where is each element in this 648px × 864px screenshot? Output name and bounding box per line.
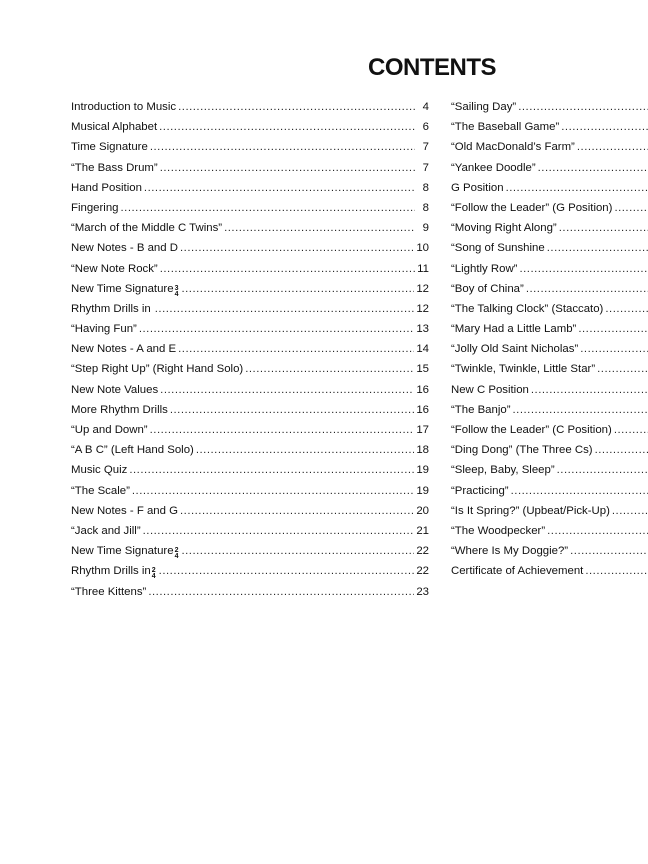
dot-leader xyxy=(160,380,414,400)
contents-entry xyxy=(71,561,429,581)
entry-title xyxy=(451,420,612,440)
contents-entry xyxy=(71,359,429,379)
entry-page-number: 12 xyxy=(416,282,429,295)
entry-page-number: 19 xyxy=(416,484,429,497)
contents-entry xyxy=(451,198,648,218)
dot-leader xyxy=(143,521,415,541)
entry-title-text: “Having Fun” xyxy=(71,323,137,336)
entry-title-text: “Three Kittens” xyxy=(71,585,147,598)
entry-title-text: “Jolly Old Saint Nicholas” xyxy=(451,343,579,356)
contents-entry xyxy=(71,460,429,480)
entry-title-text: Hand Position xyxy=(71,181,142,194)
dot-leader xyxy=(160,158,415,178)
entry-title xyxy=(451,541,568,561)
entry-title-text: “Song of Sunshine xyxy=(451,242,545,255)
contents-left-column xyxy=(71,97,429,602)
entry-title xyxy=(71,339,176,359)
entry-title xyxy=(451,137,575,157)
contents-entry xyxy=(71,158,429,178)
entry-title xyxy=(71,137,148,157)
dot-leader xyxy=(178,97,415,117)
contents-entry xyxy=(71,582,429,602)
entry-title-text: “Jack and Jill” xyxy=(71,524,141,537)
entry-title xyxy=(451,460,555,480)
entry-title-text: “New Note Rock” xyxy=(71,262,158,275)
entry-page-number: 6 xyxy=(422,121,429,134)
entry-title-text: “Mary Had a Little Lamb” xyxy=(451,323,577,336)
dot-leader xyxy=(129,460,414,480)
entry-title-text: “Follow the Leader” (G Position) xyxy=(451,201,613,214)
contents-right-column xyxy=(451,97,648,582)
entry-title xyxy=(451,178,504,198)
contents-entry xyxy=(71,97,429,117)
entry-title-text: “Sailing Day” xyxy=(451,101,517,113)
dot-leader xyxy=(132,481,414,501)
entry-title xyxy=(71,218,222,238)
entry-title xyxy=(451,380,529,400)
contents-entry xyxy=(71,117,429,137)
contents-entry xyxy=(71,400,429,420)
entry-title xyxy=(451,440,593,460)
contents-entry xyxy=(71,218,429,238)
entry-title-text: Music Quiz xyxy=(71,464,128,477)
contents-entry xyxy=(71,137,429,157)
dot-leader xyxy=(557,460,648,480)
entry-title xyxy=(451,521,545,541)
entry-title xyxy=(71,501,178,521)
entry-title-text: Musical Alphabet xyxy=(71,121,158,134)
entry-title xyxy=(71,582,146,602)
entry-page-number: 22 xyxy=(416,565,429,578)
entry-page-number: 23 xyxy=(416,585,429,598)
entry-page-number: 20 xyxy=(416,504,429,517)
dot-leader xyxy=(511,481,648,501)
entry-title-text: Rhythm Drills in xyxy=(71,565,151,578)
entry-title-text: “Where Is My Doggie?” xyxy=(451,545,569,558)
entry-title-text: “A B C” (Left Hand Solo) xyxy=(71,444,194,457)
entry-page-number: 7 xyxy=(422,141,429,154)
entry-title xyxy=(71,198,119,218)
contents-entry xyxy=(451,440,648,460)
contents-entry xyxy=(451,319,648,339)
time-signature-top: 3 xyxy=(174,284,179,292)
dot-leader xyxy=(160,259,415,279)
entry-title xyxy=(451,117,559,137)
entry-title-text: New Time Signature xyxy=(71,545,174,558)
contents-entry xyxy=(451,97,648,117)
dot-leader xyxy=(605,299,648,319)
dot-leader xyxy=(614,420,648,440)
dot-leader xyxy=(547,521,648,541)
entry-title-text: New Time Signature xyxy=(71,282,174,295)
entry-title xyxy=(451,339,578,359)
entry-title xyxy=(71,97,176,117)
entry-title xyxy=(451,299,603,319)
contents-entry xyxy=(451,460,648,480)
entry-title-text: “Twinkle, Twinkle, Little Star” xyxy=(451,363,596,376)
entry-title-text: “The Banjo” xyxy=(451,403,511,416)
entry-title xyxy=(451,319,576,339)
contents-entry xyxy=(451,561,648,581)
entry-title xyxy=(71,178,142,198)
entry-title xyxy=(71,380,158,400)
entry-page-number: 8 xyxy=(422,181,429,194)
entry-title-text: Time Signature xyxy=(71,141,148,154)
entry-title xyxy=(71,521,141,541)
entry-title xyxy=(71,359,243,379)
entry-page-number: 12 xyxy=(416,302,429,315)
entry-page-number: 17 xyxy=(416,424,429,436)
dot-leader xyxy=(570,541,648,561)
entry-title xyxy=(451,279,524,299)
time-signature-bottom: 4 xyxy=(174,290,179,298)
dot-leader xyxy=(585,561,648,581)
dot-leader xyxy=(150,137,415,157)
entry-title xyxy=(71,279,179,299)
entry-page-number: 9 xyxy=(422,222,429,235)
dot-leader xyxy=(144,178,415,198)
contents-entry xyxy=(451,218,648,238)
dot-leader xyxy=(518,97,648,117)
entry-title xyxy=(451,259,517,279)
dot-leader xyxy=(180,238,414,258)
entry-title-text: “Boy of China” xyxy=(451,282,524,295)
dot-leader xyxy=(597,359,648,379)
dot-leader xyxy=(577,137,648,157)
contents-entry xyxy=(451,259,648,279)
entry-title-text: “Old MacDonald’s Farm” xyxy=(451,141,575,154)
entry-title-text: Introduction to Music xyxy=(71,101,177,113)
entry-title-text: New Notes - A and E xyxy=(71,343,177,356)
entry-title xyxy=(451,481,509,501)
dot-leader xyxy=(538,158,648,178)
entry-title xyxy=(71,541,179,561)
entry-page-number: 15 xyxy=(416,363,429,376)
contents-entry xyxy=(451,481,648,501)
entry-page-number: 16 xyxy=(416,403,429,416)
contents-entry xyxy=(71,521,429,541)
entry-title-text: Rhythm Drills in xyxy=(71,302,151,315)
entry-page-number: 14 xyxy=(416,343,429,356)
entry-title-text: New Note Values xyxy=(71,383,159,396)
contents-entry xyxy=(451,420,648,440)
entry-title xyxy=(71,481,130,501)
contents-entry xyxy=(451,238,648,258)
entry-page-number: 18 xyxy=(416,444,429,457)
entry-page-number: 4 xyxy=(422,101,429,113)
entry-title-text: “Moving Right Along” xyxy=(451,222,557,235)
entry-title-text: “Ding Dong” (The Three Cs) xyxy=(451,444,593,457)
entry-title xyxy=(71,319,137,339)
contents-entry xyxy=(71,198,429,218)
entry-title-text: “Yankee Doodle” xyxy=(451,161,536,174)
dot-leader xyxy=(121,198,416,218)
contents-entry xyxy=(451,541,648,561)
entry-title-text: “Sleep, Baby, Sleep” xyxy=(451,464,555,477)
dot-leader xyxy=(180,501,414,521)
entry-title-text: “The Woodpecker” xyxy=(451,524,546,537)
time-signature-bottom: 4 xyxy=(151,573,156,581)
entry-title xyxy=(71,238,178,258)
dot-leader xyxy=(178,339,414,359)
dot-leader xyxy=(559,218,648,238)
entry-page-number: 8 xyxy=(422,201,429,214)
dot-leader xyxy=(159,117,415,137)
entry-title-text: New C Position xyxy=(451,383,529,396)
entry-title xyxy=(451,218,557,238)
dot-leader xyxy=(612,501,648,521)
entry-title-text: “Is It Spring?” (Upbeat/Pick-Up) xyxy=(451,504,610,517)
dot-leader xyxy=(150,420,415,440)
entry-page-number: 10 xyxy=(416,242,429,255)
contents-entry xyxy=(71,238,429,258)
dot-leader xyxy=(580,339,648,359)
dot-leader xyxy=(170,400,414,420)
entry-title-text: “March of the Middle C Twins” xyxy=(71,222,223,235)
dot-leader xyxy=(595,440,648,460)
entry-title-text: G Position xyxy=(451,181,504,194)
dot-leader xyxy=(181,541,414,561)
dot-leader xyxy=(531,380,648,400)
entry-page-number: 21 xyxy=(416,524,429,537)
entry-title xyxy=(451,501,610,521)
contents-entry xyxy=(451,521,648,541)
dot-leader xyxy=(139,319,414,339)
contents-entry xyxy=(71,319,429,339)
dot-leader xyxy=(547,238,648,258)
dot-leader xyxy=(224,218,415,238)
contents-entry xyxy=(451,501,648,521)
contents-entry xyxy=(71,420,429,440)
entry-title xyxy=(451,238,545,258)
contents-entry xyxy=(71,440,429,460)
entry-title xyxy=(451,359,595,379)
time-signature-top: 2 xyxy=(174,547,179,555)
entry-title-text: “Step Right Up” (Right Hand Solo) xyxy=(71,363,244,376)
entry-title-text: Certificate of Achievement xyxy=(451,565,584,578)
contents-entry xyxy=(451,117,648,137)
entry-page-number: 13 xyxy=(416,323,429,336)
contents-entry xyxy=(71,279,429,299)
entry-page-number: 22 xyxy=(416,545,429,558)
contents-entry xyxy=(71,299,429,319)
dot-leader xyxy=(155,299,415,319)
entry-title xyxy=(71,158,158,178)
contents-entry xyxy=(451,279,648,299)
dot-leader xyxy=(526,279,648,299)
contents-entry xyxy=(71,541,429,561)
entry-title xyxy=(71,400,168,420)
dot-leader xyxy=(159,561,415,581)
entry-title xyxy=(71,440,194,460)
contents-entry xyxy=(71,178,429,198)
entry-title-text: “The Baseball Game” xyxy=(451,121,560,134)
entry-title xyxy=(451,158,536,178)
entry-title-text: “Practicing” xyxy=(451,484,509,497)
time-signature-top: 2 xyxy=(151,567,156,575)
contents-entry xyxy=(71,380,429,400)
entry-title xyxy=(71,420,148,440)
entry-title xyxy=(71,460,127,480)
entry-title-text: “Follow the Leader” (C Position) xyxy=(451,424,612,436)
contents-entry xyxy=(71,339,429,359)
contents-entry xyxy=(451,339,648,359)
entry-title-text: “Lightly Row” xyxy=(451,262,518,275)
entry-title-text: New Notes - B and D xyxy=(71,242,178,255)
entry-title xyxy=(451,97,516,117)
dot-leader xyxy=(519,259,648,279)
dot-leader xyxy=(561,117,648,137)
entry-title xyxy=(451,561,583,581)
contents-entry xyxy=(451,380,648,400)
entry-title-text: “The Talking Clock” (Staccato) xyxy=(451,302,604,315)
time-signature-symbol xyxy=(152,568,156,580)
dot-leader xyxy=(196,440,415,460)
dot-leader xyxy=(614,198,648,218)
contents-entry xyxy=(71,481,429,501)
contents-entry xyxy=(451,158,648,178)
dot-leader xyxy=(513,400,648,420)
time-signature-bottom: 4 xyxy=(174,553,179,561)
dot-leader xyxy=(181,279,414,299)
entry-title xyxy=(71,299,153,319)
entry-title-text: New Notes - F and G xyxy=(71,504,178,517)
contents-entry xyxy=(451,137,648,157)
entry-page-number: 11 xyxy=(417,262,429,275)
entry-title xyxy=(71,117,157,137)
dot-leader xyxy=(148,582,414,602)
entry-page-number: 16 xyxy=(416,383,429,396)
contents-entry xyxy=(451,178,648,198)
contents-entry xyxy=(71,501,429,521)
contents-entry xyxy=(451,299,648,319)
entry-title xyxy=(71,561,157,581)
page-title: CONTENTS xyxy=(368,54,496,81)
entry-title xyxy=(71,259,158,279)
entry-page-number: 7 xyxy=(422,161,429,174)
entry-title-text: “The Scale” xyxy=(71,484,130,497)
entry-title-text: “Up and Down” xyxy=(71,424,148,436)
contents-entry xyxy=(71,259,429,279)
contents-entry xyxy=(451,359,648,379)
entry-page-number: 19 xyxy=(416,464,429,477)
entry-title-text: More Rhythm Drills xyxy=(71,403,168,416)
dot-leader xyxy=(578,319,648,339)
dot-leader xyxy=(245,359,414,379)
dot-leader xyxy=(506,178,648,198)
entry-title-text: “The Bass Drum” xyxy=(71,161,158,174)
entry-title xyxy=(451,400,511,420)
entry-title-text: Fingering xyxy=(71,201,119,214)
time-signature-symbol xyxy=(175,548,179,560)
time-signature-symbol xyxy=(175,286,179,298)
contents-entry xyxy=(451,400,648,420)
entry-title xyxy=(451,198,612,218)
